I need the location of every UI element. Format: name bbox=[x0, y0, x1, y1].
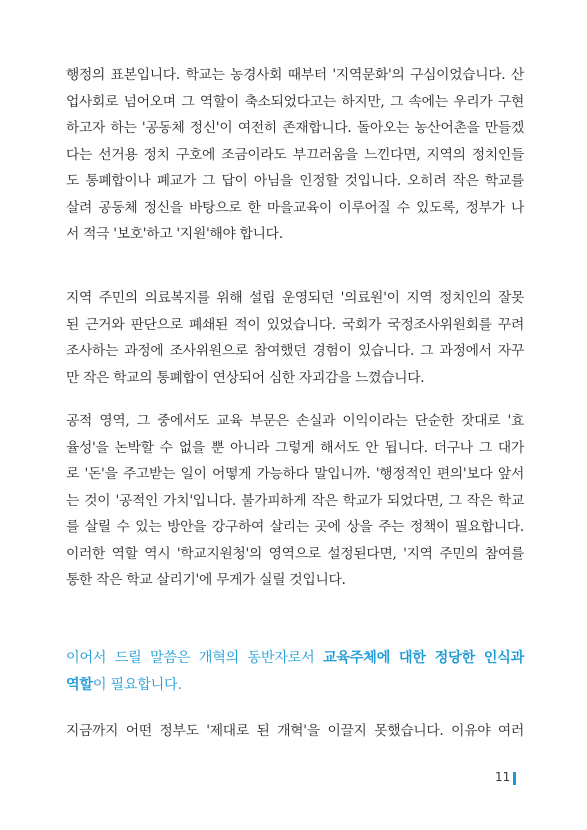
text-line: 행정의 표본입니다. 학교는 농경사회 때부터 '지역문화'의 구심이었습니다. 산 bbox=[66, 67, 524, 83]
highlight-line-1 bbox=[66, 645, 524, 672]
page-number: 11 bbox=[495, 770, 511, 784]
text-line: 로 '돈'을 주고받는 일이 어떻게 가능하다 말입니까. '행정적인 편의'보다 앞서 bbox=[66, 466, 524, 482]
text-line: 지역 주민의 의료복지를 위해 설립 운영되던 '의료원'이 지역 정치인의 잘못 bbox=[66, 290, 524, 306]
text-line: 이러한 역할 역시 '학교지원청'의 영역으로 설정된다면, '지역 주민의 참여를 bbox=[66, 545, 524, 562]
text-line: 살려 공동체 정신을 바탕으로 한 마을교육이 이루어질 수 있도록, 정부가 나 bbox=[66, 199, 524, 216]
text-line: 는 것이 '공적인 가치'입니다. 불가피하게 작은 학교가 되었다면, 그 작은 학교 bbox=[66, 492, 524, 509]
paragraph-2 bbox=[66, 285, 524, 391]
text-line: 조사하는 과정에 조사위원으로 참여했던 경험이 있습니다. 그 과정에서 자꾸 bbox=[66, 343, 524, 359]
text-line: 통한 작은 학교 살리기'에 무게가 실릴 것입니다. bbox=[66, 572, 346, 588]
highlight-text: 이어서 드릴 말씀은 개혁의 동반자로서 bbox=[66, 650, 323, 666]
text-line: 도 통폐합이나 폐교가 그 답이 아님을 인정할 것입니다. 오히려 작은 학교를 bbox=[66, 173, 524, 189]
paragraph-5 bbox=[66, 718, 524, 745]
text-line: 하고자 하는 '공동체 정신'이 여전히 존재합니다. 돌아오는 농산어촌을 만들겠 bbox=[66, 120, 524, 136]
highlight-paragraph bbox=[66, 645, 524, 699]
paragraph-3 bbox=[66, 408, 524, 594]
text-line: 다는 선거용 정치 구호에 조금이라도 부끄러움을 느낀다면, 지역의 정치인들 bbox=[66, 146, 524, 163]
text-line: 만 작은 학교의 통폐합이 연상되어 심한 자괴감을 느꼈습니다. bbox=[66, 369, 425, 386]
text-line: 업사회로 넘어오며 그 역할이 축소되었다고는 하지만, 그 속에는 우리가 구현 bbox=[66, 93, 524, 110]
highlight-bold-text: 역할 bbox=[66, 677, 93, 693]
highlight-text: 이 필요합니다. bbox=[92, 677, 182, 693]
text-line: 된 근거와 판단으로 폐쇄된 적이 있었습니다. 국회가 국정조사위원회를 꾸려 bbox=[66, 316, 524, 333]
highlight-bold-text: 교육주체에 대한 정당한 인식과 bbox=[322, 650, 524, 666]
page-number-bar bbox=[513, 772, 516, 785]
text-line: 율성'을 논박할 수 없을 뿐 아니라 그렇게 해서도 안 됩니다. 더구나 그 대가 bbox=[66, 439, 524, 456]
text-line: 공적 영역, 그 중에서도 교육 부문은 손실과 이익이라는 단순한 잣대로 '효 bbox=[66, 413, 524, 429]
text-line: 지금까지 어떤 정부도 '제대로 된 개혁'을 이끌지 못했습니다. 이유야 여러 bbox=[66, 723, 524, 739]
text-line: 를 살릴 수 있는 방안을 강구하여 살리는 곳에 상을 주는 정책이 필요합니다. bbox=[66, 519, 524, 535]
highlight-line-2 bbox=[66, 672, 524, 699]
text-line: 서 적극 '보호'하고 '지원'해야 합니다. bbox=[66, 226, 283, 242]
paragraph-1 bbox=[66, 62, 524, 248]
